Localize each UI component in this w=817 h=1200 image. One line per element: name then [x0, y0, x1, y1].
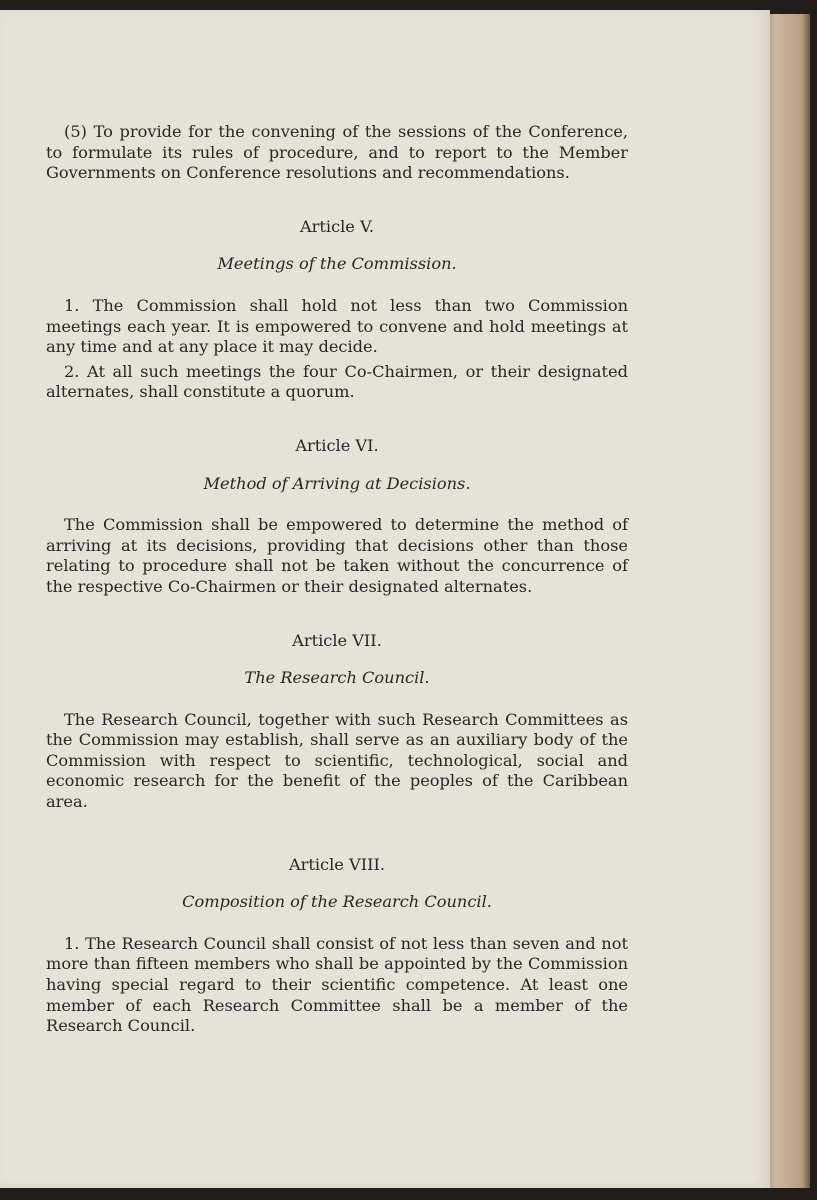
article-vi-heading: Article VI. [295, 435, 379, 455]
article-vi-subheading: Method of Arriving at Decisions. [203, 473, 471, 493]
document-body [46, 122, 628, 1037]
article-v-paragraph-2: 2. At all such meetings the four Co-Chairmen, or their designated alternates, shall constitute a quorum. [46, 361, 628, 402]
article-vii-paragraph-1: The Research Council, together with such Research Committees as the Commission may establish, shall serve as an auxiliary body of the Commission with respect to scientific, technological, social and economic research for the benefit of the peoples of the Caribbean area. [46, 709, 628, 812]
article-vi-paragraph-1: The Commission shall be empowered to determine the method of arriving at its decisions, providing that decisions other than those relating to procedure shall not be taken without the concurrence of the respective Co-Chairmen or their designated alternates. [46, 515, 628, 596]
article-viii-heading: Article VIII. [288, 854, 386, 874]
article-vii-subheading: The Research Council. [244, 668, 430, 688]
article-v-paragraph-1: 1. The Commission shall hold not less than two Commission meetings each year. It is empowered to convene and hold meetings at any time and at any place it may decide. [46, 295, 628, 357]
article-v-subheading: Meetings of the Commission. [217, 254, 457, 274]
page-edge-stack [770, 14, 810, 1188]
article-viii-subheading: Composition of the Research Council. [182, 892, 492, 912]
article-viii-paragraph-1: 1. The Research Council shall consist of not less than seven and not more than fifteen members who shall be appointed by the Commission having special regard to their scientific competence. At least one member of each Research Committee shall be a member of the Research Council. [46, 933, 628, 1036]
article-v-heading: Article V. [299, 216, 375, 236]
intro-paragraph: (5) To provide for the convening of the sessions of the Conference, to formulate its rules of procedure, and to report to the Member Governments on Conference resolutions and recommendations. [46, 122, 628, 183]
article-vii-heading: Article VII. [292, 630, 382, 650]
